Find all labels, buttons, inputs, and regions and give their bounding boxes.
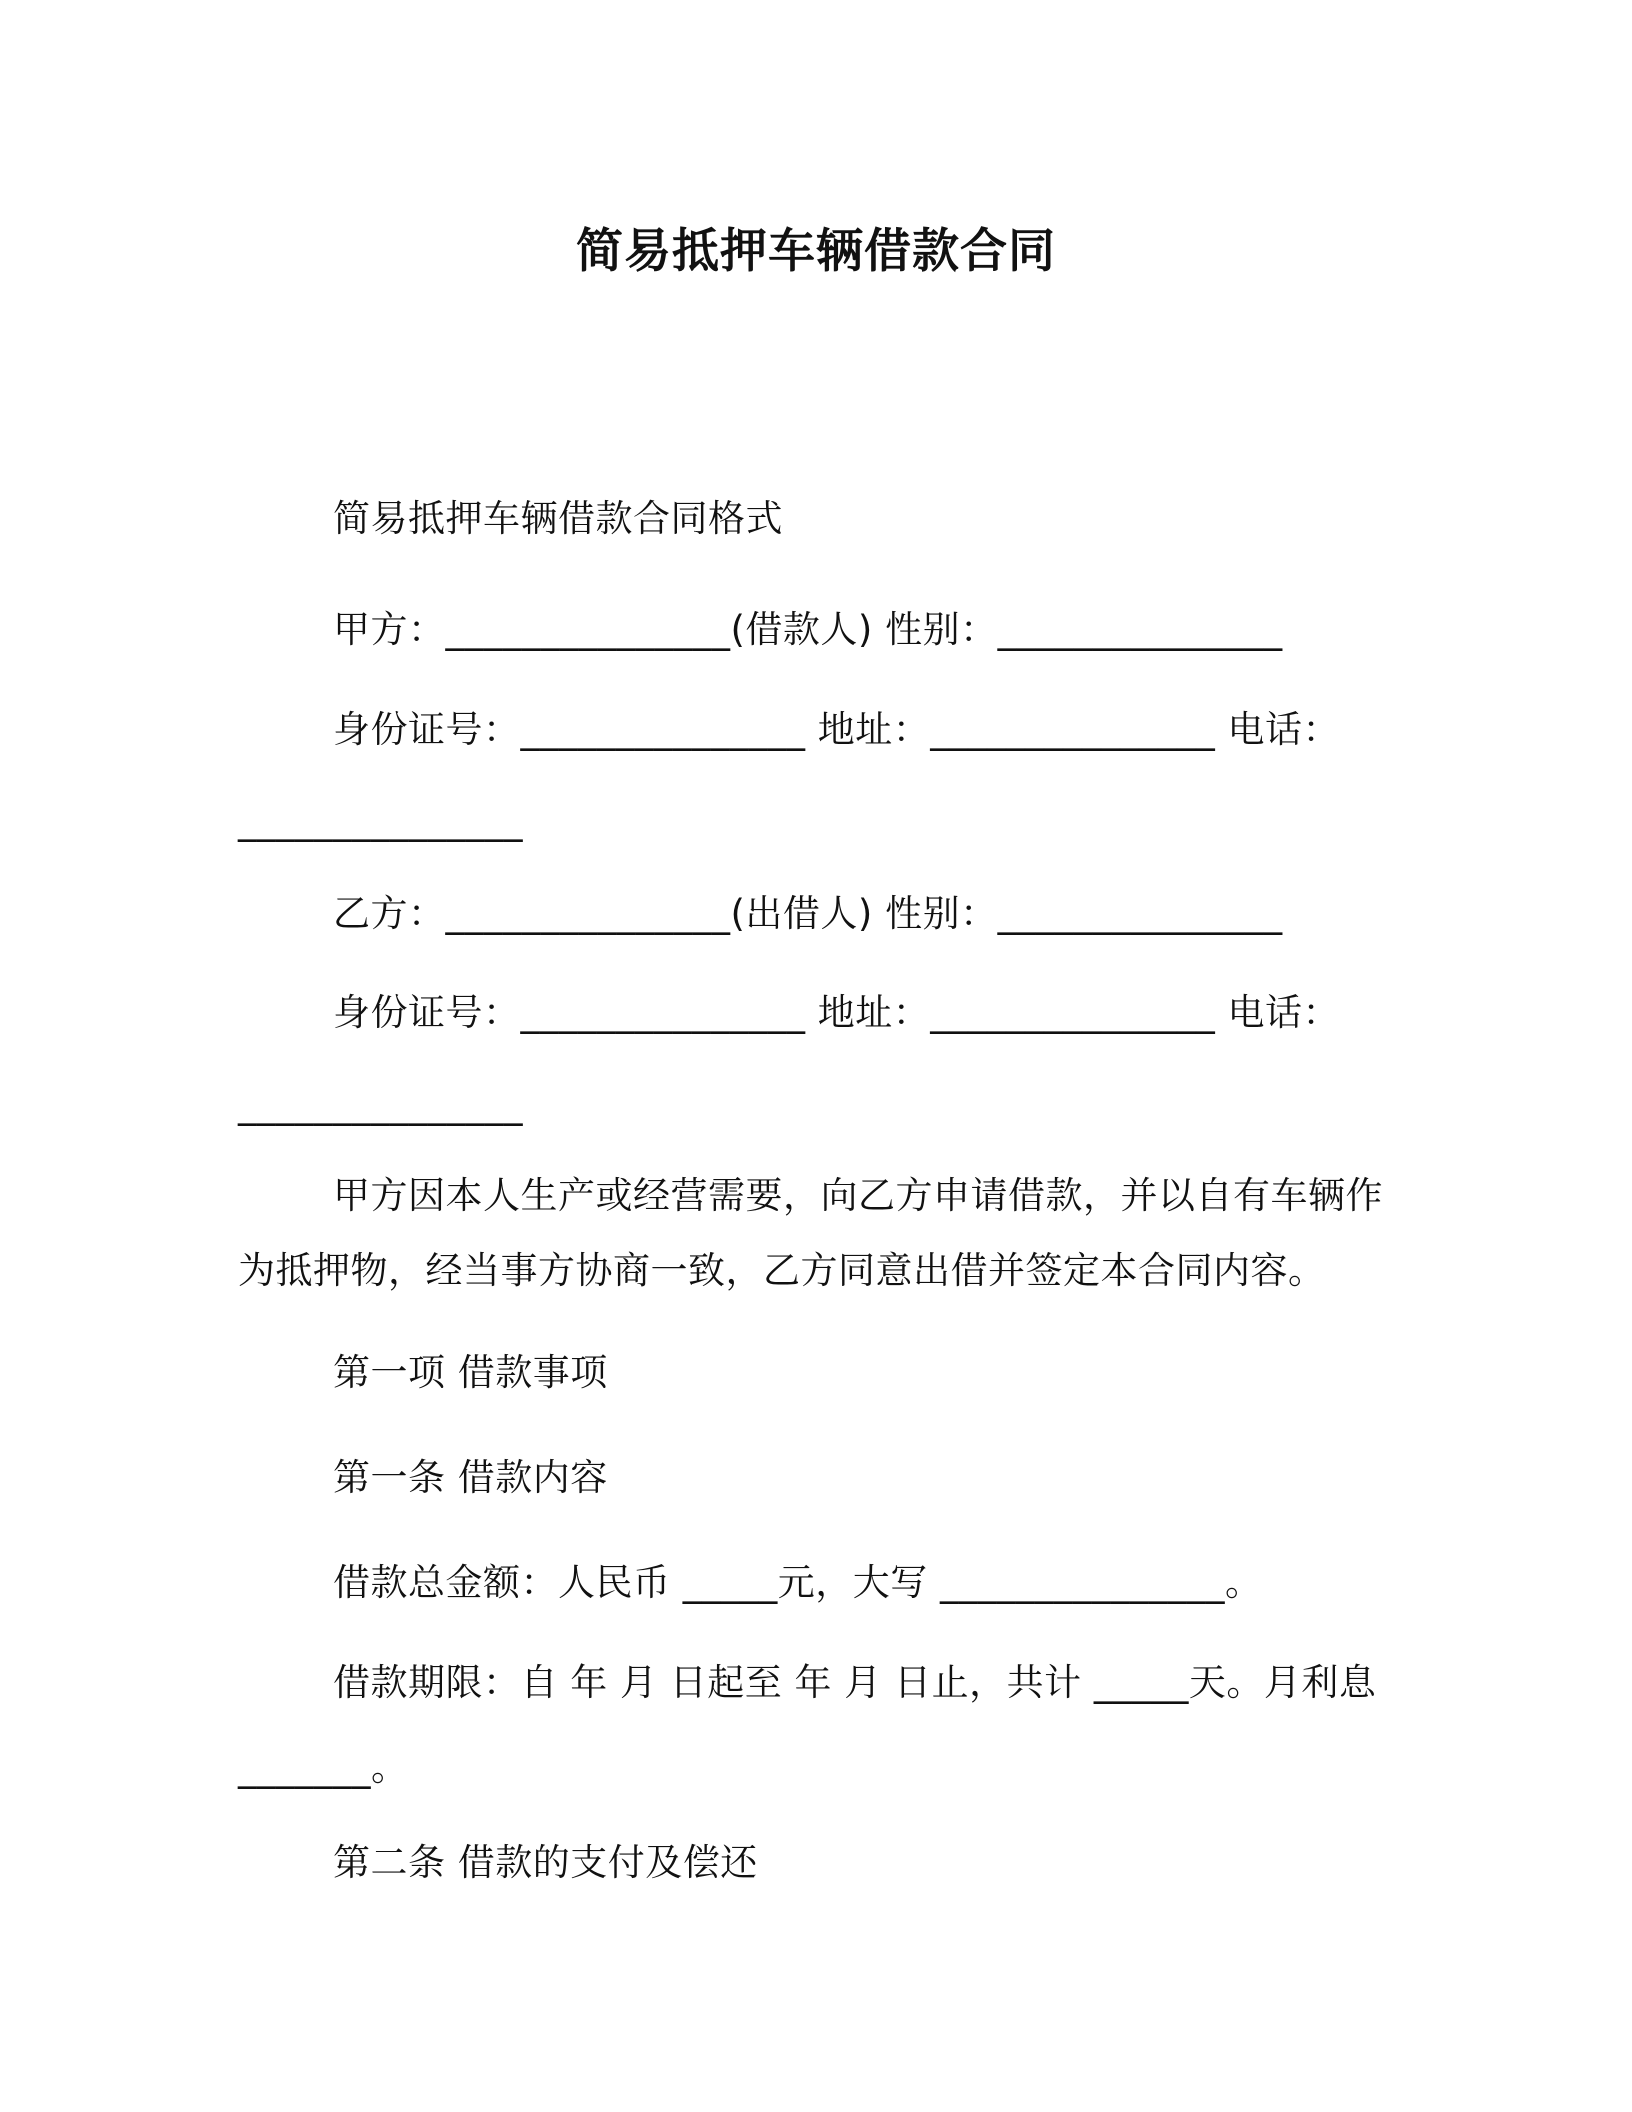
preamble-line-2: 为抵押物，经当事方协商一致，乙方同意出借并签定本合同内容。	[238, 1249, 1326, 1292]
section-heading-1: 第一项 借款事项	[333, 1351, 608, 1394]
monthly-interest-blank: _______。	[238, 1746, 409, 1789]
loan-amount-line: 借款总金额：人民币 _____元，大写 _______________。	[333, 1561, 1263, 1604]
loan-term-line: 借款期限：自 年 月 日起至 年 月 日止，共计 _____天。月利息	[333, 1661, 1377, 1704]
party-b-id-line: 身份证号：_______________ 地址：_______________ 电话：	[333, 991, 1341, 1034]
preamble-line-1: 甲方因本人生产或经营需要，向乙方申请借款，并以自有车辆作	[333, 1174, 1383, 1217]
party-a-id-line: 身份证号：_______________ 地址：_______________ 电话：	[333, 708, 1341, 751]
document-title: 简易抵押车辆借款合同	[576, 224, 1056, 279]
party-b-line: 乙方：_______________(出借人) 性别：_______________	[333, 892, 1283, 935]
party-b-phone-blank: _______________	[238, 1083, 523, 1126]
party-a-line: 甲方：_______________(借款人) 性别：_______________	[333, 608, 1283, 651]
party-a-phone-blank: _______________	[238, 799, 523, 842]
contract-format-heading: 简易抵押车辆借款合同格式	[333, 497, 783, 540]
article-heading-2: 第二条 借款的支付及偿还	[333, 1841, 758, 1884]
article-heading-1: 第一条 借款内容	[333, 1456, 608, 1499]
